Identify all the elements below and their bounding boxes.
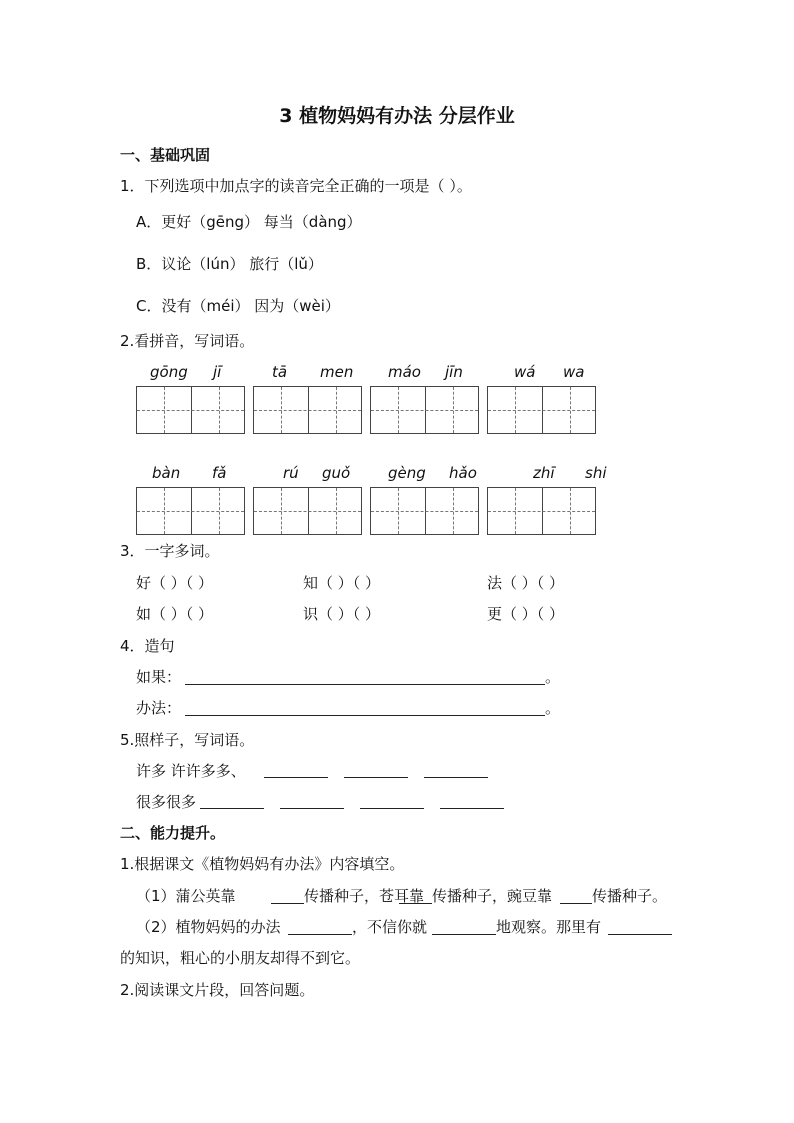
example-words-2: 很多很多 xyxy=(136,793,197,811)
writing-box[interactable] xyxy=(487,487,596,535)
part-2-question-2-stem: 2.阅读课文片段，回答问题。 xyxy=(120,981,315,999)
pinyin-label: wá xyxy=(514,363,536,381)
writing-box[interactable] xyxy=(136,487,245,535)
pinyin-label: shi xyxy=(585,464,607,482)
writing-box[interactable] xyxy=(370,386,479,434)
pinyin-label: wa xyxy=(563,363,585,381)
answer-line[interactable] xyxy=(185,715,545,716)
section-heading-advanced: 二、能力提升。 xyxy=(120,824,226,842)
word-blank[interactable]: 好（ ）（ ） xyxy=(136,574,214,592)
question-2-stem: 2.看拼音，写词语。 xyxy=(120,332,255,350)
answer-line[interactable] xyxy=(560,903,592,904)
pinyin-label: jī xyxy=(213,363,222,381)
fill-text: 传播种子。 xyxy=(592,887,668,905)
part-2-question-1-stem: 1.根据课文《植物妈妈有办法》内容填空。 xyxy=(120,855,405,873)
pinyin-label: men xyxy=(320,363,354,381)
writing-box[interactable] xyxy=(370,487,479,535)
pinyin-label: jīn xyxy=(445,363,463,381)
pinyin-label: máo xyxy=(388,363,421,381)
answer-line[interactable] xyxy=(424,777,488,778)
fill-text: 传播种子，豌豆靠 xyxy=(432,887,553,905)
pinyin-label: zhī xyxy=(533,464,555,482)
question-3-stem: 3．一字多词。 xyxy=(120,542,220,560)
answer-line[interactable] xyxy=(432,934,496,935)
answer-line[interactable] xyxy=(288,934,352,935)
word-blank[interactable]: 如（ ）（ ） xyxy=(136,605,214,623)
answer-line[interactable] xyxy=(200,808,264,809)
writing-box[interactable] xyxy=(136,386,245,434)
example-words: 许多 许许多多、 xyxy=(136,762,246,780)
sentence-label-ruguo: 如果： xyxy=(136,668,182,686)
pinyin-label: rú xyxy=(283,464,299,482)
answer-line[interactable] xyxy=(271,903,304,904)
fill-text: （1）蒲公英靠 xyxy=(136,887,236,905)
pinyin-label: gèng xyxy=(388,464,426,482)
pinyin-label: hǎo xyxy=(449,464,477,482)
writing-box[interactable] xyxy=(253,386,362,434)
answer-line[interactable] xyxy=(264,777,328,778)
question-4-stem: 4．造句 xyxy=(120,637,175,655)
question-1-option-c: C．没有（méi） 因为（wèi） xyxy=(136,297,340,315)
answer-line[interactable] xyxy=(185,684,545,685)
pinyin-label: bàn xyxy=(152,464,181,482)
word-blank[interactable]: 知（ ）（ ） xyxy=(303,574,381,592)
answer-line[interactable] xyxy=(344,777,408,778)
word-blank[interactable]: 更（ ）（ ） xyxy=(487,605,565,623)
fill-text: 传播种子，苍耳靠 xyxy=(304,887,425,905)
page-title: 3 植物妈妈有办法 分层作业 xyxy=(279,105,515,127)
section-heading-basic: 一、基础巩固 xyxy=(120,146,211,164)
writing-box[interactable] xyxy=(253,487,362,535)
question-1-option-a: A．更好（gēng） 每当（dàng） xyxy=(136,213,362,231)
pinyin-label: gōng xyxy=(150,363,188,381)
fill-text: 地观察。那里有 xyxy=(496,918,602,936)
pinyin-label: fǎ xyxy=(212,464,227,482)
answer-line[interactable] xyxy=(608,934,672,935)
period: 。 xyxy=(545,668,561,686)
word-blank[interactable]: 识（ ）（ ） xyxy=(303,605,381,623)
answer-line[interactable] xyxy=(440,808,504,809)
question-5-stem: 5.照样子，写词语。 xyxy=(120,731,255,749)
question-1-stem: 1．下列选项中加点字的读音完全正确的一项是（ ）。 xyxy=(120,177,472,195)
fill-text: 的知识，粗心的小朋友却得不到它。 xyxy=(120,949,361,967)
answer-line[interactable] xyxy=(280,808,344,809)
question-1-option-b: B．议论（lún） 旅行（lǔ） xyxy=(136,255,323,273)
word-blank[interactable]: 法（ ）（ ） xyxy=(487,574,565,592)
pinyin-label: tā xyxy=(272,363,288,381)
answer-line[interactable] xyxy=(399,903,432,904)
answer-line[interactable] xyxy=(360,808,424,809)
fill-text: （2）植物妈妈的办法 xyxy=(136,918,281,936)
period: 。 xyxy=(545,699,561,717)
writing-box[interactable] xyxy=(487,386,596,434)
pinyin-label: guǒ xyxy=(322,464,351,482)
sentence-label-banfa: 办法： xyxy=(136,699,182,717)
fill-text: ，不信你就 xyxy=(352,918,428,936)
